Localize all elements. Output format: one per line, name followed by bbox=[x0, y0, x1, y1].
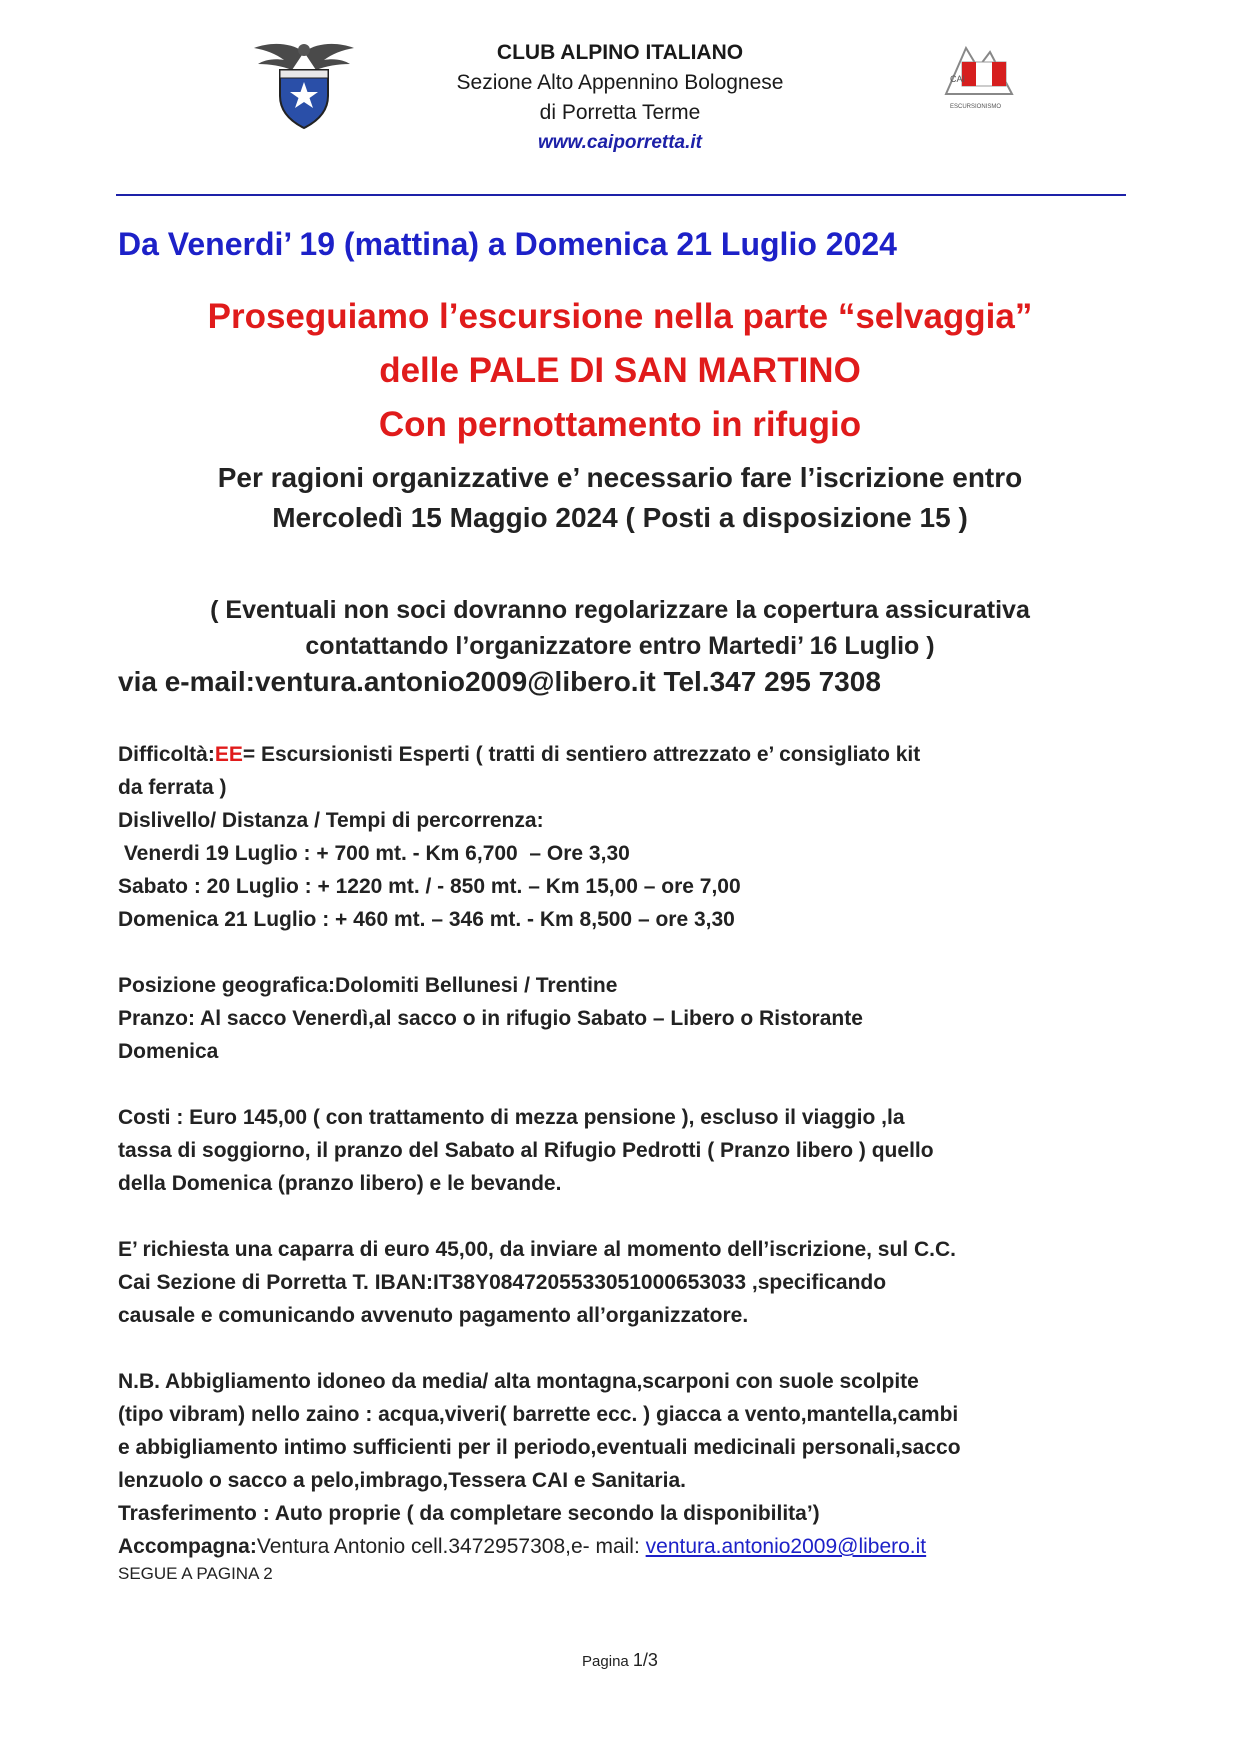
page-footer bbox=[0, 1650, 1240, 1671]
event-title-line-1: Proseguiamo l’escursione nella parte “selvaggia” bbox=[207, 297, 1033, 336]
equipment-line-2: (tipo vibram) nello zaino : acqua,viveri( barrette ecc. ) giacca a vento,mantella,cambi bbox=[118, 1403, 959, 1426]
equipment-line-3: e abbigliamento intimo sufficienti per il periodo,eventuali medicinali personali,sacco bbox=[118, 1436, 961, 1459]
costs-line-1: Costi : Euro 145,00 ( con trattamento di mezza pensione ), escluso il viaggio ,la bbox=[118, 1106, 905, 1129]
leader-text: Ventura Antonio cell.3472957308,e- mail: bbox=[256, 1535, 646, 1558]
organization-block bbox=[380, 38, 860, 158]
page-number: 1/3 bbox=[632, 1650, 658, 1670]
cai-eagle-star-logo-icon bbox=[252, 38, 356, 130]
contact-line: via e-mail:ventura.antonio2009@libero.it Tel.347 295 7308 bbox=[118, 666, 881, 697]
day-2-stats: Sabato : 20 Luglio : + 1220 mt. / - 850 mt. – Km 15,00 – ore 7,00 bbox=[118, 875, 741, 898]
event-title-line-2: delle PALE DI SAN MARTINO bbox=[379, 351, 861, 390]
org-location: di Porretta Terme bbox=[539, 101, 701, 124]
difficulty-code: EE bbox=[214, 743, 243, 766]
elevation-header: Dislivello/ Distanza / Tempi di percorrenza: bbox=[118, 809, 544, 832]
lunch-line-2: Domenica bbox=[118, 1040, 219, 1063]
non-members-line-1: ( Eventuali non soci dovranno regolarizzare la copertura assicurativa bbox=[210, 596, 1030, 624]
difficulty-label: Difficoltà: bbox=[118, 743, 215, 766]
difficulty-text: = Escursionisti Esperti ( tratti di sentiero attrezzato e’ consigliato kit bbox=[242, 743, 921, 766]
cai-escursionismo-logo-icon bbox=[940, 38, 1018, 116]
deposit-line-3: causale e comunicando avvenuto pagamento all’organizzatore. bbox=[118, 1304, 749, 1327]
transfer-line: Trasferimento : Auto proprie ( da completare secondo la disponibilita’) bbox=[118, 1502, 820, 1525]
registration-line-1: Per ragioni organizzative e’ necessario fare l’iscrizione entro bbox=[217, 462, 1023, 493]
event-dates: Da Venerdi’ 19 (mattina) a Domenica 21 Luglio 2024 bbox=[118, 226, 897, 262]
registration-line-2: Mercoledì 15 Maggio 2024 ( Posti a disposizione 15 ) bbox=[272, 502, 968, 533]
difficulty-line bbox=[118, 738, 1128, 771]
costs-line-3: della Domenica (pranzo libero) e le bevande. bbox=[118, 1172, 562, 1195]
costs-line-2: tassa di soggiorno, il pranzo del Sabato al Rifugio Pedrotti ( Pranzo libero ) quello bbox=[118, 1139, 934, 1162]
registration-notice bbox=[100, 458, 1140, 538]
logo-cai-text: CAI bbox=[950, 74, 966, 84]
header-divider bbox=[116, 194, 1126, 196]
deposit-line-1: E’ richiesta una caparra di euro 45,00, da inviare al momento dell’iscrizione, sul C.C. bbox=[118, 1238, 956, 1261]
event-title-line-3: Con pernottamento in rifugio bbox=[378, 405, 862, 444]
logo-escursionismo-text: ESCURSIONISMO bbox=[950, 104, 1002, 110]
continued-note: SEGUE A PAGINA 2 bbox=[118, 1564, 273, 1583]
geographic-position: Posizione geografica:Dolomiti Bellunesi / Trentine bbox=[118, 974, 618, 997]
difficulty-line-2: da ferrata ) bbox=[118, 776, 227, 799]
letterhead bbox=[0, 38, 1240, 188]
day-3-stats: Domenica 21 Luglio : + 460 mt. – 346 mt. - Km 8,500 – ore 3,30 bbox=[118, 908, 735, 931]
org-name: CLUB ALPINO ITALIANO bbox=[496, 41, 744, 64]
event-title bbox=[100, 290, 1140, 452]
event-details bbox=[118, 738, 1128, 1563]
equipment-line-4: lenzuolo o sacco a pelo,imbrago,Tessera CAI e Sanitaria. bbox=[118, 1469, 686, 1492]
leader-email-link[interactable]: ventura.antonio2009@libero.it bbox=[645, 1535, 927, 1558]
non-members-line-2: contattando l’organizzatore entro Martedi’ 16 Luglio ) bbox=[305, 632, 935, 660]
deposit-line-2: Cai Sezione di Porretta T. IBAN:IT38Y0847205533051000653033 ,specificando bbox=[118, 1271, 887, 1294]
leader-label: Accompagna: bbox=[118, 1535, 257, 1558]
org-section: Sezione Alto Appennino Bolognese bbox=[456, 71, 784, 94]
lunch-line-1: Pranzo: Al sacco Venerdì,al sacco o in rifugio Sabato – Libero o Ristorante bbox=[118, 1007, 863, 1030]
non-members-notice bbox=[100, 592, 1140, 664]
leader-line bbox=[118, 1530, 1128, 1563]
org-website-link[interactable]: www.caiporretta.it bbox=[538, 132, 702, 153]
page-label: Pagina bbox=[582, 1653, 633, 1670]
equipment-line-1: N.B. Abbigliamento idoneo da media/ alta montagna,scarponi con suole scolpite bbox=[118, 1370, 919, 1393]
day-1-stats: Venerdi 19 Luglio : + 700 mt. - Km 6,700 – Ore 3,30 bbox=[118, 842, 630, 865]
